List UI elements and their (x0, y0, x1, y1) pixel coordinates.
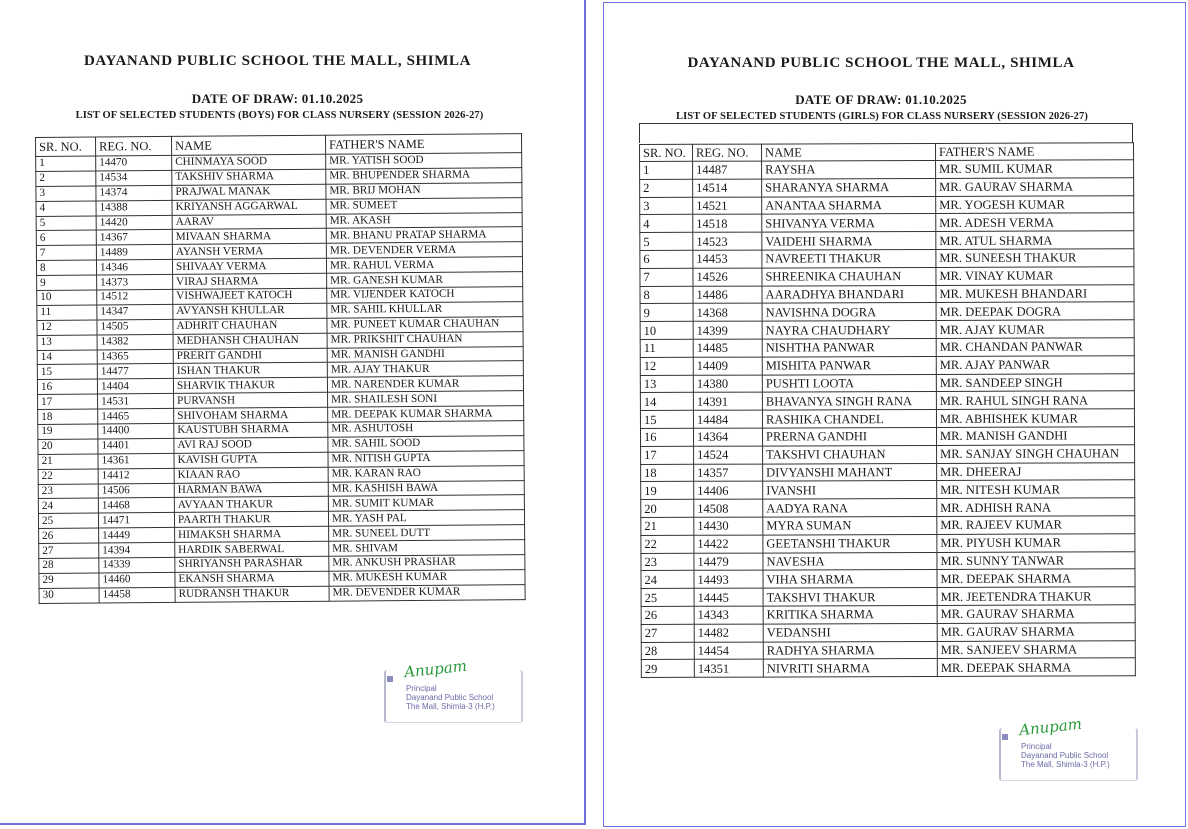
reg-no-cell: 14523 (693, 232, 762, 250)
stamp-mark (1002, 734, 1008, 740)
fathers-name-cell: MR. VINAY KUMAR (936, 267, 1134, 285)
fathers-name-cell: MR. NITISH GUPTA (328, 450, 524, 466)
boys-selection-table (35, 133, 526, 604)
sr-no-cell: 22 (38, 469, 98, 484)
fathers-name-cell: MR. AJAY PANWAR (936, 356, 1134, 374)
table-row (641, 516, 1135, 536)
student-name-cell: PRAJWAL MANAK (172, 184, 326, 200)
fathers-name-cell: MR. DEEPAK KUMAR SHARMA (328, 406, 524, 422)
sr-no-cell: 4 (640, 215, 693, 233)
reg-no-cell: 14460 (99, 572, 175, 587)
fathers-name-cell: MR. ASHUTOSH (328, 421, 524, 437)
col-header-reg-no: REG. NO. (693, 144, 762, 161)
table-row (640, 249, 1134, 269)
fathers-name-cell: MR. MANISH GANDHI (936, 427, 1134, 445)
col-header-sr-no: SR. NO. (36, 137, 96, 156)
student-name-cell: VEDANSHI (763, 623, 937, 641)
student-name-cell: KRITIKA SHARMA (763, 605, 937, 623)
reg-no-cell: 14506 (98, 483, 174, 498)
student-name-cell: AVYAAN THAKUR (174, 497, 328, 513)
principal-signature: Anupam (1018, 714, 1083, 740)
student-name-cell: VISHWAJEET KATOCH (173, 288, 327, 304)
fathers-name-cell: MR. GAURAV SHARMA (936, 178, 1134, 196)
fathers-name-cell: MR. YATISH SOOD (326, 153, 522, 169)
reg-no-cell: 14518 (693, 214, 762, 232)
fathers-name-cell: MR. SUNEESH THAKUR (936, 249, 1134, 267)
fathers-name-cell: MR. KARAN RAO (328, 465, 524, 481)
fathers-name-cell: MR. RAJEEV KUMAR (937, 516, 1135, 534)
student-name-cell: NAYRA CHAUDHARY (762, 321, 936, 339)
reg-no-cell: 14470 (96, 155, 172, 170)
stamp-line: Dayanand Public School (1021, 751, 1109, 760)
student-name-cell: BHAVANYA SINGH RANA (762, 392, 936, 410)
student-name-cell: VIHA SHARMA (763, 570, 937, 588)
sr-no-cell: 30 (39, 588, 99, 603)
reg-no-cell: 14357 (694, 464, 763, 482)
student-name-cell: EKANSH SHARMA (175, 571, 329, 587)
table-row (641, 551, 1135, 571)
student-name-cell: NIVRITI SHARMA (763, 659, 937, 677)
fathers-name-cell: MR. ANKUSH PRASHAR (329, 555, 525, 571)
fathers-name-cell: MR. DEEPAK DOGRA (936, 302, 1134, 320)
sr-no-cell: 11 (37, 305, 97, 320)
sr-no-cell: 12 (37, 320, 97, 335)
sr-no-cell: 20 (38, 439, 98, 454)
sr-no-cell: 26 (39, 528, 99, 543)
reg-no-cell: 14487 (693, 161, 762, 179)
fathers-name-cell: MR. AJAY KUMAR (936, 320, 1134, 338)
reg-no-cell: 14409 (693, 357, 762, 375)
sr-no-cell: 23 (38, 484, 98, 499)
sr-no-cell: 21 (38, 454, 98, 469)
sr-no-cell: 21 (641, 517, 694, 535)
fathers-name-cell: MR. GANESH KUMAR (327, 272, 523, 288)
col-header-fathers-name: FATHER'S NAME (325, 134, 521, 155)
student-name-cell: RUDRANSH THAKUR (175, 586, 329, 602)
draw-date-boys: DATE OF DRAW: 01.10.2025 (191, 91, 364, 106)
fathers-name-cell: MR. SUMIT KUMAR (328, 495, 524, 511)
reg-no-cell: 14343 (694, 606, 763, 624)
table-row (640, 356, 1134, 376)
student-name-cell: AVI RAJ SOOD (174, 437, 328, 453)
sr-no-cell: 20 (641, 499, 694, 517)
student-name-cell: CHINMAYA SOOD (172, 154, 326, 170)
sr-no-cell: 12 (640, 357, 693, 375)
sr-no-cell: 8 (640, 286, 693, 304)
reg-no-cell: 14420 (96, 215, 172, 230)
reg-no-cell: 14394 (99, 543, 175, 558)
table-row (39, 584, 525, 603)
table-row (640, 178, 1134, 198)
student-name-cell: SHARANYA SHARMA (762, 178, 936, 196)
student-name-cell: PUSHTI LOOTA (762, 374, 936, 392)
reg-no-cell: 14479 (694, 553, 763, 571)
sr-no-cell: 16 (37, 379, 97, 394)
sr-no-cell: 28 (641, 642, 694, 660)
fathers-name-cell: MR. DEVENDER VERMA (326, 242, 522, 258)
reg-no-cell: 14453 (693, 250, 762, 268)
reg-no-cell: 14404 (97, 379, 173, 394)
reg-no-cell: 14399 (693, 321, 762, 339)
reg-no-cell: 14484 (693, 410, 762, 428)
reg-no-cell: 14493 (694, 570, 763, 588)
sr-no-cell: 9 (640, 304, 693, 322)
fathers-name-cell: MR. SUMIL KUMAR (936, 160, 1134, 178)
reg-no-cell: 14422 (694, 535, 763, 553)
reg-no-cell: 14486 (693, 286, 762, 304)
fathers-name-cell: MR. SHIVAM (329, 540, 525, 556)
fathers-name-cell: MR. SHAILESH SONI (328, 391, 524, 407)
student-name-cell: RADHYA SHARMA (763, 641, 937, 659)
girls-table-body (640, 160, 1136, 678)
reg-no-cell: 14401 (98, 438, 174, 453)
sr-no-cell: 8 (36, 260, 96, 275)
principal-stamp-boys (384, 656, 524, 724)
sr-no-cell: 25 (38, 513, 98, 528)
student-name-cell: KRIYANSH AGGARWAL (172, 199, 326, 215)
sr-no-cell: 22 (641, 535, 694, 553)
reg-no-cell: 14380 (693, 375, 762, 393)
student-name-cell: NAVISHNA DOGRA (762, 303, 936, 321)
sr-no-cell: 29 (39, 573, 99, 588)
student-name-cell: TAKSHIV SHARMA (172, 169, 326, 185)
student-name-cell: AYANSH VERMA (172, 244, 326, 260)
stamp-line: Principal (406, 684, 437, 693)
sr-no-cell: 24 (641, 571, 694, 589)
table-row (641, 605, 1135, 625)
sr-no-cell: 6 (640, 250, 693, 268)
sr-no-cell: 10 (37, 290, 97, 305)
table-row (640, 160, 1134, 180)
stamp-mark (387, 676, 393, 682)
subtitle-girls: LIST OF SELECTED STUDENTS (GIRLS) FOR CLASS NURSERY (SESSION 2026-27) (676, 111, 1088, 122)
student-name-cell: PAARTH THAKUR (174, 512, 328, 528)
fathers-name-cell: MR. DEEPAK SHARMA (937, 569, 1135, 587)
sr-no-cell: 26 (641, 606, 694, 624)
reg-no-cell: 14391 (693, 392, 762, 410)
table-top-blank-row (639, 123, 1133, 143)
fathers-name-cell: MR. ABHISHEK KUMAR (936, 409, 1134, 427)
student-name-cell: MIVAAN SHARMA (172, 229, 326, 245)
reg-no-cell: 14373 (97, 275, 173, 290)
reg-no-cell: 14482 (694, 624, 763, 642)
student-name-cell: SHIVAAY VERMA (172, 258, 326, 274)
table-row (641, 622, 1135, 642)
sr-no-cell: 7 (640, 268, 693, 286)
reg-no-cell: 14471 (98, 513, 174, 528)
girls-selection-table (639, 142, 1136, 678)
student-name-cell: HIMAKSH SHARMA (175, 526, 329, 542)
reg-no-cell: 14449 (99, 528, 175, 543)
sr-no-cell: 15 (37, 364, 97, 379)
fathers-name-cell: MR. BRIJ MOHAN (326, 182, 522, 198)
reg-no-cell: 14477 (97, 364, 173, 379)
reg-no-cell: 14454 (694, 642, 763, 660)
table-row (640, 195, 1134, 215)
sr-no-cell: 3 (36, 186, 96, 201)
reg-no-cell: 14346 (96, 260, 172, 275)
student-name-cell: AARAV (172, 214, 326, 230)
fathers-name-cell: MR. YOGESH KUMAR (936, 195, 1134, 213)
col-header-fathers-name: FATHER'S NAME (935, 143, 1133, 161)
fathers-name-cell: MR. AKASH (326, 212, 522, 228)
reg-no-cell: 14367 (96, 230, 172, 245)
sr-no-cell: 14 (37, 350, 97, 365)
fathers-name-cell: MR. AJAY THAKUR (327, 361, 523, 377)
student-name-cell: SHRIYANSH PARASHAR (175, 556, 329, 572)
student-name-cell: NAVREETI THAKUR (762, 249, 936, 267)
sr-no-cell: 16 (640, 428, 693, 446)
fathers-name-cell: MR. VIJENDER KATOCH (327, 287, 523, 303)
reg-no-cell: 14485 (693, 339, 762, 357)
sr-no-cell: 27 (641, 624, 694, 642)
student-name-cell: HARDIK SABERWAL (175, 541, 329, 557)
sr-no-cell: 7 (36, 245, 96, 260)
student-name-cell: PRERNA GANDHI (762, 427, 936, 445)
reg-no-cell: 14365 (97, 349, 173, 364)
principal-signature: Anupam (403, 656, 468, 682)
principal-stamp-girls (999, 714, 1139, 782)
table-header-row (640, 143, 1134, 162)
fathers-name-cell: MR. ATUL SHARMA (936, 231, 1134, 249)
fathers-name-cell: MR. SANJEEV SHARMA (937, 640, 1135, 658)
student-name-cell: TAKSHVI CHAUHAN (763, 445, 937, 463)
sr-no-cell: 5 (640, 233, 693, 251)
reg-no-cell: 14339 (99, 557, 175, 572)
student-name-cell: MISHITA PANWAR (762, 356, 936, 374)
table-row (640, 373, 1134, 393)
fathers-name-cell: MR. GAURAV SHARMA (937, 605, 1135, 623)
fathers-name-cell: MR. MUKESH KUMAR (329, 570, 525, 586)
fathers-name-cell: MR. SANDEEP SINGH (936, 373, 1134, 391)
reg-no-cell: 14465 (98, 409, 174, 424)
reg-no-cell: 14458 (99, 587, 175, 602)
reg-no-cell: 14489 (96, 245, 172, 260)
col-header-sr-no: SR. NO. (640, 144, 693, 161)
reg-no-cell: 14368 (693, 303, 762, 321)
table-row (640, 391, 1134, 411)
student-name-cell: VIRAJ SHARMA (173, 273, 327, 289)
sr-no-cell: 11 (640, 339, 693, 357)
reg-no-cell: 14406 (694, 481, 763, 499)
student-name-cell: ISHAN THAKUR (173, 363, 327, 379)
reg-no-cell: 14445 (694, 588, 763, 606)
fathers-name-cell: MR. DEEPAK SHARMA (937, 658, 1135, 676)
student-name-cell: SHIVANYA VERMA (762, 214, 936, 232)
table-row (640, 267, 1134, 287)
sr-no-cell: 18 (38, 409, 98, 424)
student-name-cell: AVYANSH KHULLAR (173, 303, 327, 319)
student-name-cell: HARMAN BAWA (174, 482, 328, 498)
fathers-name-cell: MR. ADESH VERMA (936, 213, 1134, 231)
reg-no-cell: 14388 (96, 200, 172, 215)
sr-no-cell: 29 (641, 660, 694, 678)
stamp-line: Dayanand Public School (406, 693, 494, 702)
student-name-cell: SHIVOHAM SHARMA (174, 407, 328, 423)
table-row (641, 640, 1135, 660)
table-row (641, 445, 1135, 465)
sr-no-cell: 2 (640, 179, 693, 197)
school-title-girls: DAYANAND PUBLIC SCHOOL THE MALL, SHIMLA (687, 55, 1075, 71)
student-name-cell: PURVANSH (174, 392, 328, 408)
fathers-name-cell: MR. DHEERAJ (937, 462, 1135, 480)
stamp-line: Principal (1021, 742, 1052, 751)
fathers-name-cell: MR. NARENDER KUMAR (327, 376, 523, 392)
sr-no-cell: 13 (37, 335, 97, 350)
fathers-name-cell: MR. SUNNY TANWAR (937, 551, 1135, 569)
col-header-reg-no: REG. NO. (96, 136, 172, 156)
reg-no-cell: 14347 (97, 304, 173, 319)
table-row (641, 480, 1135, 500)
reg-no-cell: 14505 (97, 319, 173, 334)
student-name-cell: MEDHANSH CHAUHAN (173, 333, 327, 349)
reg-no-cell: 14364 (693, 428, 762, 446)
sr-no-cell: 17 (38, 394, 98, 409)
student-name-cell: PRERIT GANDHI (173, 348, 327, 364)
reg-no-cell: 14526 (693, 268, 762, 286)
sr-no-cell: 13 (640, 375, 693, 393)
reg-no-cell: 14524 (694, 446, 763, 464)
fathers-name-cell: MR. CHANDAN PANWAR (936, 338, 1134, 356)
fathers-name-cell: MR. RAHUL SINGH RANA (936, 391, 1134, 409)
reg-no-cell: 14531 (98, 394, 174, 409)
student-name-cell: IVANSHI (763, 481, 937, 499)
fathers-name-cell: MR. BHANU PRATAP SHARMA (326, 227, 522, 243)
fathers-name-cell: MR. BHUPENDER SHARMA (326, 168, 522, 184)
draw-date-girls: DATE OF DRAW: 01.10.2025 (795, 92, 967, 107)
table-row (640, 320, 1134, 340)
table-row (640, 302, 1134, 322)
reg-no-cell: 14508 (694, 499, 763, 517)
sr-no-cell: 19 (38, 424, 98, 439)
fathers-name-cell: MR. KASHISH BAWA (328, 480, 524, 496)
reg-no-cell: 14521 (693, 197, 762, 215)
stamp-line: The Mall, Shimla-3 (H.P.) (1021, 760, 1110, 769)
student-name-cell: VAIDEHI SHARMA (762, 232, 936, 250)
sr-no-cell: 18 (641, 464, 694, 482)
table-row (641, 498, 1135, 518)
table-row (640, 231, 1134, 251)
fathers-name-cell: MR. PUNEET KUMAR CHAUHAN (327, 316, 523, 332)
reg-no-cell: 14430 (694, 517, 763, 535)
sr-no-cell: 6 (36, 230, 96, 245)
fathers-name-cell: MR. SAHIL SOOD (328, 436, 524, 452)
sr-no-cell: 19 (641, 482, 694, 500)
table-row (641, 462, 1135, 482)
student-name-cell: KAUSTUBH SHARMA (174, 422, 328, 438)
reg-no-cell: 14400 (98, 423, 174, 438)
student-name-cell: SHREENIKA CHAUHAN (762, 267, 936, 285)
boys-table-body (36, 153, 525, 604)
table-row (640, 213, 1134, 233)
sr-no-cell: 24 (38, 498, 98, 513)
student-name-cell: SHARVIK THAKUR (173, 378, 327, 394)
subtitle-boys: LIST OF SELECTED STUDENTS (BOYS) FOR CLASS NURSERY (SESSION 2026-27) (75, 110, 484, 121)
fathers-name-cell: MR. GAURAV SHARMA (937, 622, 1135, 640)
sr-no-cell: 1 (640, 161, 693, 179)
fathers-name-cell: MR. JEETENDRA THAKUR (937, 587, 1135, 605)
fathers-name-cell: MR. YASH PAL (328, 510, 524, 526)
reg-no-cell: 14534 (96, 170, 172, 185)
table-row (640, 409, 1134, 429)
table-row (640, 427, 1134, 447)
reg-no-cell: 14374 (96, 185, 172, 200)
student-name-cell: NISHTHA PANWAR (762, 338, 936, 356)
sr-no-cell: 3 (640, 197, 693, 215)
fathers-name-cell: MR. PRIKSHIT CHAUHAN (327, 331, 523, 347)
sr-no-cell: 2 (36, 171, 96, 186)
student-name-cell: GEETANSHI THAKUR (763, 534, 937, 552)
table-row (641, 658, 1135, 678)
fathers-name-cell: MR. SAHIL KHULLAR (327, 302, 523, 318)
fathers-name-cell: MR. DEVENDER KUMAR (329, 584, 525, 600)
table-row (641, 587, 1135, 607)
student-name-cell: AARADHYA BHANDARI (762, 285, 936, 303)
fathers-name-cell: MR. ADHISH RANA (937, 498, 1135, 516)
reg-no-cell: 14512 (97, 289, 173, 304)
fathers-name-cell: MR. MUKESH BHANDARI (936, 284, 1134, 302)
student-name-cell: DIVYANSHI MAHANT (763, 463, 937, 481)
fathers-name-cell: MR. SUMEET (326, 197, 522, 213)
fathers-name-cell: MR. RAHUL VERMA (326, 257, 522, 273)
sr-no-cell: 17 (641, 446, 694, 464)
student-name-cell: TAKSHVI THAKUR (763, 588, 937, 606)
sr-no-cell: 15 (640, 410, 693, 428)
sr-no-cell: 10 (640, 321, 693, 339)
reg-no-cell: 14412 (98, 468, 174, 483)
stamp-line: The Mall, Shimla-3 (H.P.) (406, 702, 495, 711)
student-name-cell: RAYSHA (762, 160, 936, 178)
fathers-name-cell: MR. NITESH KUMAR (937, 480, 1135, 498)
fathers-name-cell: MR. MANISH GANDHI (327, 346, 523, 362)
reg-no-cell: 14514 (693, 179, 762, 197)
student-name-cell: KIAAN RAO (174, 467, 328, 483)
sr-no-cell: 1 (36, 156, 96, 171)
col-header-name: NAME (171, 135, 325, 155)
student-name-cell: RASHIKA CHANDEL (762, 410, 936, 428)
fathers-name-cell: MR. SANJAY SINGH CHAUHAN (937, 445, 1135, 463)
reg-no-cell: 14351 (694, 659, 763, 677)
fathers-name-cell: MR. PIYUSH KUMAR (937, 534, 1135, 552)
table-row (640, 338, 1134, 358)
student-name-cell: AADYA RANA (763, 499, 937, 517)
sr-no-cell: 28 (39, 558, 99, 573)
table-row (641, 534, 1135, 554)
reg-no-cell: 14382 (97, 334, 173, 349)
fathers-name-cell: MR. SUNEEL DUTT (329, 525, 525, 541)
col-header-name: NAME (762, 143, 936, 161)
student-name-cell: KAVISH GUPTA (174, 452, 328, 468)
student-name-cell: MYRA SUMAN (763, 516, 937, 534)
table-row (640, 284, 1134, 304)
sr-no-cell: 27 (39, 543, 99, 558)
reg-no-cell: 14361 (98, 453, 174, 468)
student-name-cell: ANANTAA SHARMA (762, 196, 936, 214)
reg-no-cell: 14468 (98, 498, 174, 513)
sr-no-cell: 14 (640, 393, 693, 411)
student-name-cell: NAVESHA (763, 552, 937, 570)
table-row (641, 569, 1135, 589)
school-title-boys: DAYANAND PUBLIC SCHOOL THE MALL, SHIMLA (83, 53, 472, 69)
sr-no-cell: 25 (641, 588, 694, 606)
sr-no-cell: 23 (641, 553, 694, 571)
sr-no-cell: 9 (37, 275, 97, 290)
student-name-cell: ADHRIT CHAUHAN (173, 318, 327, 334)
sr-no-cell: 4 (36, 201, 96, 216)
sr-no-cell: 5 (36, 216, 96, 231)
